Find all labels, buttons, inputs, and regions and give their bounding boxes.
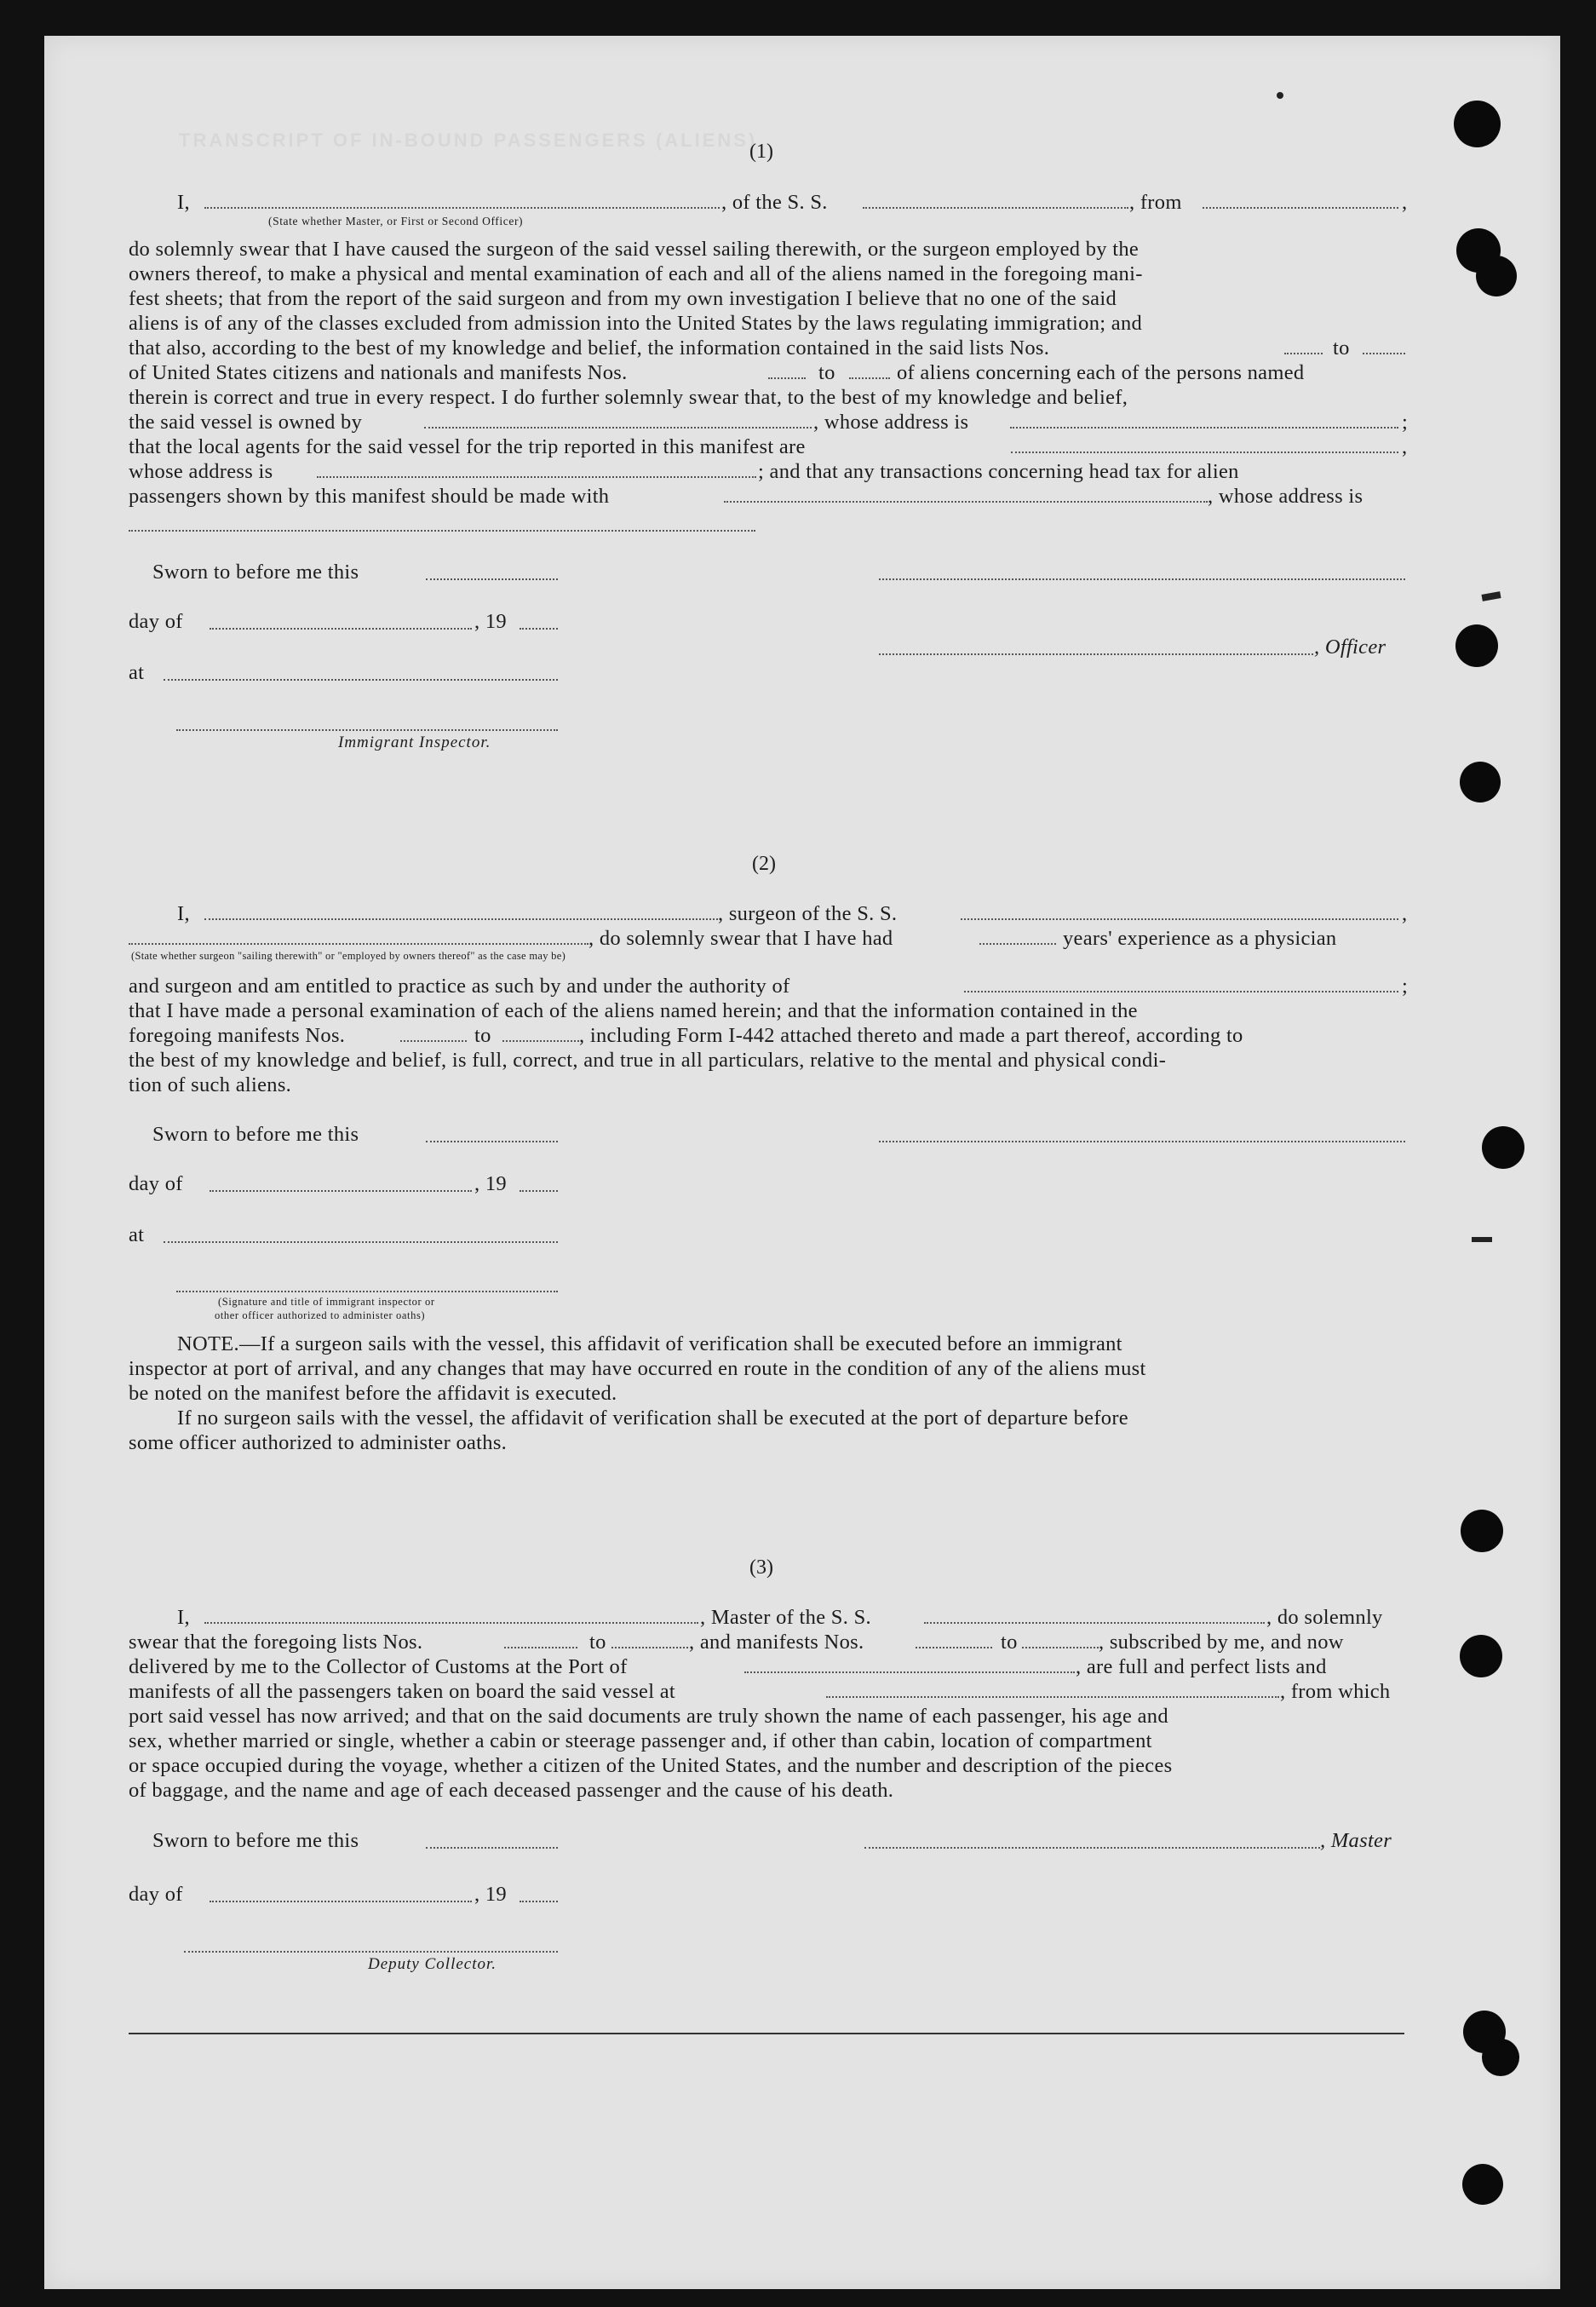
s3-text: I, — [177, 1606, 190, 1629]
s2-note-line: NOTE.—If a surgeon sails with the vessel, this affidavit of verification shall be executed before an immigrant — [177, 1332, 1122, 1355]
bleed-through-heading: TRANSCRIPT OF IN-BOUND PASSENGERS (ALIENS) — [179, 129, 758, 151]
s1-text: of aliens concerning each of the persons named — [897, 361, 1305, 384]
s3-text: , subscribed by me, and now — [1099, 1631, 1344, 1654]
binder-hole — [1460, 762, 1501, 803]
binder-hole — [1482, 1126, 1524, 1169]
s1-sworn-day-field[interactable] — [426, 578, 558, 580]
s3-sworn-label: Sworn to before me this — [152, 1829, 359, 1852]
s3-deputy-label: Deputy Collector. — [368, 1955, 497, 1973]
ink-speck — [1472, 1237, 1492, 1242]
s3-paragraph-line: sex, whether married or single, whether a cabin or steerage passenger and, if other than cabin, location of compartment — [129, 1729, 1152, 1752]
s2-manifests-to-field[interactable] — [502, 1040, 579, 1042]
s3-deputy-signature-field[interactable] — [184, 1951, 558, 1953]
s1-signature-field[interactable] — [879, 578, 1405, 580]
s3-manifests-to-field[interactable] — [1022, 1647, 1099, 1648]
s3-text: swear that the foregoing lists Nos. — [129, 1631, 423, 1654]
s3-text: , from which — [1280, 1680, 1391, 1703]
s1-text: passengers shown by this manifest should be made with — [129, 485, 610, 508]
s1-officer-field[interactable] — [879, 653, 1313, 655]
section-1-number: (1) — [749, 141, 773, 163]
s3-embarkation-port-field[interactable] — [826, 1696, 1279, 1698]
s1-paragraph-line: owners thereof, to make a physical and mental examination of each and all of the aliens named in the foregoing mani- — [129, 262, 1143, 285]
s1-sworn-label: Sworn to before me this — [152, 561, 359, 584]
s1-at-label: at — [129, 661, 145, 684]
s3-paragraph-line: or space occupied during the voyage, whether a citizen of the United States, and the number and description of the pieces — [129, 1754, 1173, 1777]
s3-master-signature-field[interactable] — [864, 1847, 1320, 1849]
s2-paragraph-line: that I have made a personal examination of each of the aliens named herein; and that the information contained in the — [129, 999, 1138, 1022]
s1-text: , whose address is — [1208, 485, 1363, 508]
s1-month-field[interactable] — [210, 628, 472, 630]
s2-text: to — [474, 1024, 491, 1047]
s2-sworn-label: Sworn to before me this — [152, 1123, 359, 1146]
s3-text: delivered by me to the Collector of Customs at the Port of — [129, 1655, 628, 1678]
s2-signature-caption: (Signature and title of immigrant inspector or — [218, 1296, 435, 1308]
s1-owner-field[interactable] — [424, 427, 812, 429]
s3-text: to — [589, 1631, 606, 1654]
s3-paragraph-line: of baggage, and the name and age of each deceased passenger and the cause of his death. — [129, 1779, 894, 1802]
s1-inspector-label: Immigrant Inspector. — [338, 734, 491, 751]
s2-surgeon-status-field[interactable] — [129, 943, 588, 945]
s1-text: , whose address is — [813, 411, 969, 434]
s1-text: ; — [1402, 411, 1409, 434]
s1-text: that the local agents for the said vessel for the trip reported in this manifest are — [129, 435, 806, 458]
s3-year-prefix: , 19 — [474, 1883, 507, 1906]
s1-year-field[interactable] — [520, 628, 558, 630]
s2-years-field[interactable] — [979, 943, 1056, 945]
s1-text: to — [818, 361, 835, 384]
binder-hole — [1455, 624, 1498, 667]
s2-manifests-from-field[interactable] — [400, 1040, 467, 1042]
s1-lists-to-field[interactable] — [1363, 353, 1405, 354]
s2-ship-name-field[interactable] — [961, 918, 1398, 920]
s2-caption: (State whether surgeon "sailing therewith" or "employed by owners thereof" as the case may be) — [131, 950, 566, 962]
s1-manifests-from-field[interactable] — [768, 377, 806, 379]
s2-text: , including Form I-442 attached thereto and made a part thereof, according to — [579, 1024, 1243, 1047]
s2-text: ; — [1402, 975, 1409, 998]
s3-master-label: , Master — [1320, 1829, 1392, 1852]
s1-text: , from — [1129, 191, 1182, 214]
s2-text: , surgeon of the S. S. — [718, 902, 898, 925]
s2-official-signature-field[interactable] — [176, 1291, 558, 1292]
s3-text: , Master of the S. S. — [700, 1606, 871, 1629]
s2-text: , — [1402, 902, 1408, 925]
s3-text: , are full and perfect lists and — [1076, 1655, 1327, 1678]
s1-inspector-signature-field[interactable] — [176, 729, 558, 731]
s1-manifests-to-field[interactable] — [849, 377, 890, 379]
s3-paragraph-line: port said vessel has now arrived; and that on the said documents are truly shown the name of each passenger, his age and — [129, 1705, 1168, 1728]
binder-hole — [1461, 1510, 1503, 1552]
s2-signature-field[interactable] — [879, 1141, 1405, 1142]
s1-owner-address-field[interactable] — [1010, 427, 1398, 429]
binder-hole — [1462, 2164, 1503, 2205]
s1-agents-address-field[interactable] — [317, 476, 756, 478]
s1-at-place-field[interactable] — [164, 679, 558, 681]
s1-paragraph-line: therein is correct and true in every respect. I do further solemnly swear that, to the best of my knowledge and belief, — [129, 386, 1128, 409]
s3-port-field[interactable] — [744, 1671, 1075, 1673]
section-3-number: (3) — [749, 1556, 773, 1579]
s1-from-port-field[interactable] — [1203, 207, 1398, 209]
s3-text: , do solemnly — [1266, 1606, 1383, 1629]
ink-speck — [1277, 92, 1283, 99]
s1-text: , — [1402, 191, 1408, 214]
s1-paragraph-line: aliens is of any of the classes excluded from admission into the United States by the laws regulating immigration; and — [129, 312, 1143, 335]
s2-year-field[interactable] — [520, 1190, 558, 1192]
s3-text: manifests of all the passengers taken on board the said vessel at — [129, 1680, 676, 1703]
binder-hole — [1460, 1635, 1502, 1677]
s2-text: I, — [177, 902, 190, 925]
s3-dayof-label: day of — [129, 1883, 183, 1906]
s3-month-field[interactable] — [210, 1901, 472, 1902]
s2-text: , do solemnly swear that I have had — [588, 927, 893, 950]
binder-hole — [1482, 2039, 1519, 2076]
s1-paragraph-line: that also, according to the best of my knowledge and belief, the information contained in the said lists Nos. — [129, 337, 1050, 360]
s2-at-place-field[interactable] — [164, 1241, 558, 1243]
s1-paragraph-line: fest sheets; that from the report of the said surgeon and from my own investigation I believe that no one of the said — [129, 287, 1117, 310]
s2-paragraph-line: the best of my knowledge and belief, is full, correct, and true in all particulars, relative to the mental and physical condi- — [129, 1049, 1167, 1072]
s2-sworn-day-field[interactable] — [426, 1141, 558, 1142]
s1-officer-rank-field[interactable] — [204, 207, 720, 209]
s3-master-name-field[interactable] — [204, 1622, 698, 1624]
s2-text: and surgeon and am entitled to practice as such by and under the authority of — [129, 975, 790, 998]
s2-note-line: some officer authorized to administer oaths. — [129, 1431, 508, 1454]
s1-text: ; and that any transactions concerning head tax for alien — [758, 460, 1239, 483]
s1-text: , of the S. S. — [721, 191, 828, 214]
s3-lists-from-field[interactable] — [504, 1647, 577, 1648]
s3-ship-name-field[interactable] — [924, 1622, 1265, 1624]
s1-text: the said vessel is owned by — [129, 411, 363, 434]
s1-year-prefix: , 19 — [474, 610, 507, 633]
s2-paragraph-line: tion of such aliens. — [129, 1073, 292, 1096]
s2-note-line: be noted on the manifest before the affidavit is executed. — [129, 1382, 617, 1405]
s2-signature-caption: other officer authorized to administer oaths) — [215, 1309, 426, 1321]
s2-month-field[interactable] — [210, 1190, 472, 1192]
s1-text: , — [1402, 435, 1408, 458]
s1-text: whose address is — [129, 460, 273, 483]
bottom-rule — [129, 2033, 1404, 2034]
s1-paragraph-line: do solemnly swear that I have caused the surgeon of the said vessel sailing therewith, or the surgeon employed by the — [129, 238, 1140, 261]
s3-lists-to-field[interactable] — [611, 1647, 688, 1648]
s2-note-line: inspector at port of arrival, and any changes that may have occurred en route in the condition of any of the aliens must — [129, 1357, 1146, 1380]
s1-officer-label: , Officer — [1314, 636, 1386, 659]
binder-hole — [1454, 101, 1501, 147]
s1-paragraph-line: of United States citizens and nationals and manifests Nos. — [129, 361, 628, 384]
s2-note-line: If no surgeon sails with the vessel, the affidavit of verification shall be executed at the port of departure before — [177, 1407, 1128, 1430]
s1-lists-from-field[interactable] — [1284, 353, 1323, 354]
s1-head-tax-party-field[interactable] — [724, 501, 1208, 503]
s2-dayof-label: day of — [129, 1172, 183, 1195]
s1-ship-name-field[interactable] — [863, 207, 1128, 209]
s1-head-tax-address-field[interactable] — [129, 530, 755, 532]
s2-authority-field[interactable] — [964, 991, 1398, 992]
s3-sworn-day-field[interactable] — [426, 1847, 558, 1849]
s1-local-agents-field[interactable] — [1011, 452, 1398, 453]
s3-year-field[interactable] — [520, 1901, 558, 1902]
s3-text: to — [1001, 1631, 1018, 1654]
s2-text: foregoing manifests Nos. — [129, 1024, 346, 1047]
s2-at-label: at — [129, 1223, 145, 1246]
s2-text: years' experience as a physician — [1063, 927, 1337, 950]
s2-surgeon-name-field[interactable] — [204, 918, 718, 920]
s1-text: I, — [177, 191, 190, 214]
s1-text: to — [1333, 337, 1350, 360]
s3-text: , and manifests Nos. — [689, 1631, 864, 1654]
s1-caption: (State whether Master, or First or Second Officer) — [268, 215, 524, 227]
section-2-number: (2) — [752, 853, 776, 875]
binder-hole — [1476, 256, 1517, 296]
s1-dayof-label: day of — [129, 610, 183, 633]
s3-manifests-from-field[interactable] — [916, 1647, 992, 1648]
s2-year-prefix: , 19 — [474, 1172, 507, 1195]
